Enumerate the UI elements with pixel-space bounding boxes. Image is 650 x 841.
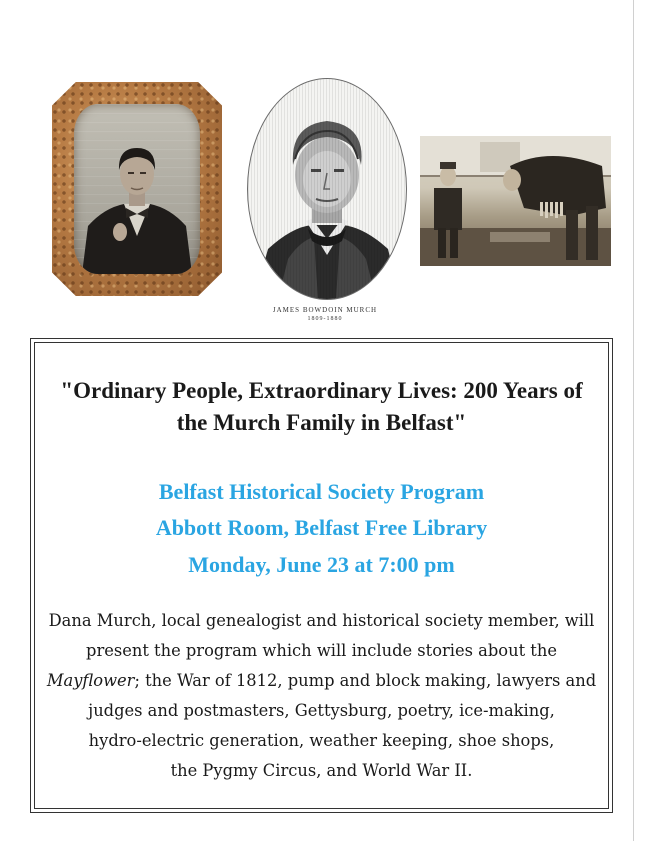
description-line-1: Dana Murch, local genealogist and historical society member, will (48, 611, 595, 630)
program-title (37, 375, 606, 439)
page-edge-line (633, 0, 634, 841)
tintype-image (74, 104, 200, 274)
program-title-line-2: the Murch Family in Belfast" (176, 410, 467, 435)
portrait-caption-name: JAMES BOWDOIN MURCH (272, 306, 378, 314)
description-line-5: hydro-electric generation, weather keeping, shoe shops, (88, 731, 555, 750)
date-time-line: Monday, June 23 at 7:00 pm (188, 552, 455, 577)
description-line-2: present the program which will include stories about the (86, 641, 557, 660)
description-line-6: the Pygmy Circus, and World War II. (170, 761, 473, 780)
description-line-3 (39, 666, 604, 696)
description-line-4: judges and postmasters, Gettysburg, poetry, ice-making, (88, 701, 555, 720)
program-title-line-1: "Ordinary People, Extraordinary Lives: 200 Years of (60, 378, 583, 403)
mayflower-italic: Mayflower (46, 671, 135, 690)
sepia-workers-photo (420, 136, 611, 266)
engraved-portrait-oval (247, 78, 407, 300)
venue-line: Abbott Room, Belfast Free Library (155, 515, 488, 540)
tintype-portrait-photo (52, 82, 222, 296)
description-line-3-rest: ; the War of 1812, pump and block making, lawyers and (134, 671, 597, 690)
portrait-caption-years: 1809-1880 (307, 316, 343, 322)
society-program-line: Belfast Historical Society Program (158, 479, 485, 504)
program-description (39, 606, 604, 786)
program-info-box (30, 338, 613, 813)
